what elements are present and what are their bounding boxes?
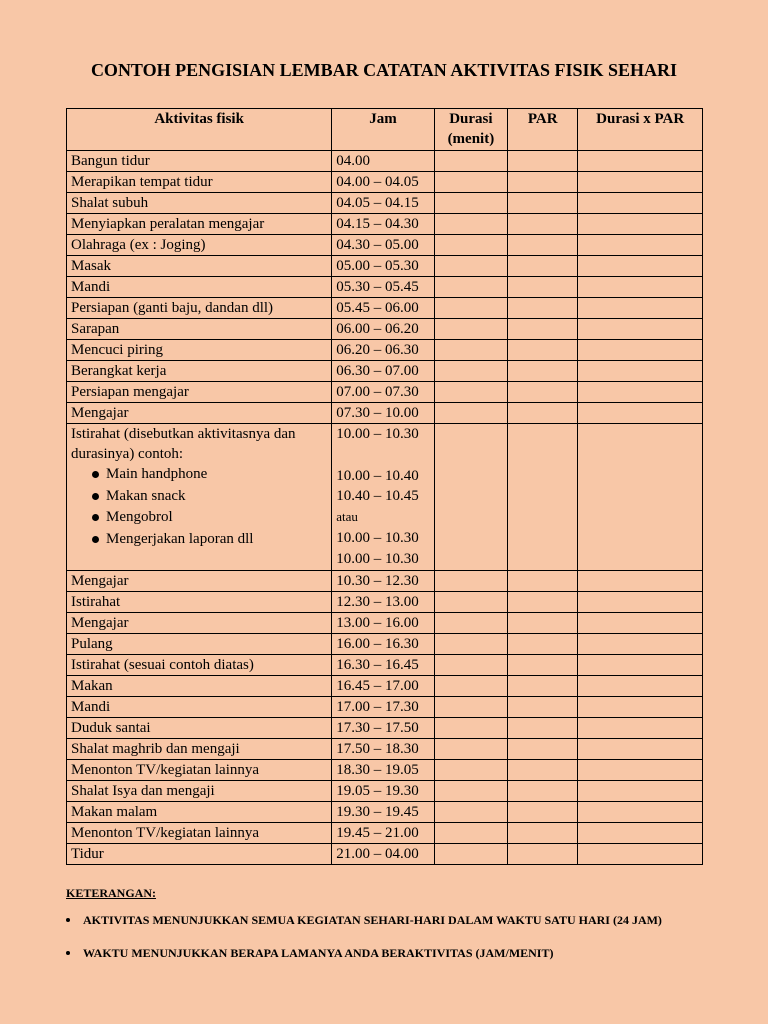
table-row [67, 843, 703, 864]
table-row [67, 319, 703, 340]
durasi-cell [434, 298, 507, 319]
time-cell: 04.00 – 04.05 [332, 172, 434, 193]
time-cell: 04.30 – 05.00 [332, 235, 434, 256]
durasi-par-cell [578, 319, 703, 340]
par-cell [508, 612, 578, 633]
par-cell [508, 696, 578, 717]
activity-cell: Shalat maghrib dan mengaji [67, 738, 332, 759]
header-par: PAR [508, 109, 578, 151]
time-cell: 17.30 – 17.50 [332, 717, 434, 738]
durasi-par-cell [578, 654, 703, 675]
time-cell: 05.45 – 06.00 [332, 298, 434, 319]
activity-cell: Berangkat kerja [67, 361, 332, 382]
table-row [67, 298, 703, 319]
durasi-cell [434, 340, 507, 361]
par-cell [508, 738, 578, 759]
table-row [67, 759, 703, 780]
header-durasi-par: Durasi x PAR [578, 109, 703, 151]
durasi-cell [434, 675, 507, 696]
durasi-par-cell [578, 277, 703, 298]
time-cell: 10.30 – 12.30 [332, 570, 434, 591]
time-cell: 17.50 – 18.30 [332, 738, 434, 759]
durasi-par-cell [578, 256, 703, 277]
par-cell [508, 780, 578, 801]
rest-examples-list [71, 464, 327, 550]
durasi-par-cell [578, 843, 703, 864]
rest-activity-line1: Istirahat (disebutkan aktivitasnya dan [71, 426, 296, 442]
durasi-par-cell [578, 340, 703, 361]
par-cell [508, 235, 578, 256]
par-cell [508, 361, 578, 382]
durasi-par-cell [578, 801, 703, 822]
durasi-par-cell [578, 382, 703, 403]
table-row [67, 801, 703, 822]
time-cell: 04.05 – 04.15 [332, 193, 434, 214]
rest-activity-line2: durasinya) contoh: [71, 446, 184, 462]
par-cell [508, 256, 578, 277]
activity-cell: Pulang [67, 633, 332, 654]
activity-cell: Duduk santai [67, 717, 332, 738]
par-cell [508, 424, 578, 571]
durasi-par-cell [578, 675, 703, 696]
header-aktivitas: Aktivitas fisik [67, 109, 332, 151]
durasi-cell [434, 193, 507, 214]
durasi-par-cell [578, 633, 703, 654]
par-cell [508, 403, 578, 424]
par-cell [508, 172, 578, 193]
durasi-cell [434, 759, 507, 780]
durasi-cell [434, 591, 507, 612]
rest-time-line: 10.00 – 10.30 [336, 426, 419, 442]
durasi-cell [434, 151, 507, 172]
time-cell: 19.05 – 19.30 [332, 780, 434, 801]
table-row [67, 172, 703, 193]
durasi-par-cell [578, 214, 703, 235]
table-row [67, 214, 703, 235]
time-cell: 06.20 – 06.30 [332, 340, 434, 361]
table-row [67, 277, 703, 298]
header-durasi-line1: Durasi [449, 111, 493, 127]
time-cell: 13.00 – 16.00 [332, 612, 434, 633]
activity-cell: Masak [67, 256, 332, 277]
time-cell: 05.00 – 05.30 [332, 256, 434, 277]
par-cell [508, 298, 578, 319]
time-cell: 16.45 – 17.00 [332, 675, 434, 696]
durasi-cell [434, 738, 507, 759]
durasi-par-cell [578, 612, 703, 633]
time-cell [332, 424, 434, 571]
time-cell: 19.30 – 19.45 [332, 801, 434, 822]
activity-cell: Istirahat (sesuai contoh diatas) [67, 654, 332, 675]
activity-cell: Shalat subuh [67, 193, 332, 214]
durasi-par-cell [578, 193, 703, 214]
table-row [67, 235, 703, 256]
activity-cell: Menyiapkan peralatan mengajar [67, 214, 332, 235]
table-row [67, 591, 703, 612]
time-cell: 16.30 – 16.45 [332, 654, 434, 675]
durasi-par-cell [578, 172, 703, 193]
durasi-par-cell [578, 151, 703, 172]
rest-time-line: atau [336, 509, 358, 525]
header-durasi-line2: (menit) [447, 131, 495, 147]
activity-cell: Mencuci piring [67, 340, 332, 361]
durasi-cell [434, 717, 507, 738]
time-cell: 06.00 – 06.20 [332, 319, 434, 340]
durasi-cell [434, 780, 507, 801]
activity-cell: Makan [67, 675, 332, 696]
table-row-rest [67, 424, 703, 571]
activity-cell [67, 424, 332, 571]
durasi-cell [434, 235, 507, 256]
durasi-par-cell [578, 570, 703, 591]
par-cell [508, 193, 578, 214]
time-cell: 07.00 – 07.30 [332, 382, 434, 403]
table-row [67, 403, 703, 424]
rest-time-line: 10.00 – 10.40 [336, 467, 419, 484]
activity-cell: Tidur [67, 843, 332, 864]
par-cell [508, 340, 578, 361]
durasi-cell [434, 843, 507, 864]
durasi-cell [434, 654, 507, 675]
durasi-cell [434, 403, 507, 424]
durasi-cell [434, 612, 507, 633]
durasi-cell [434, 633, 507, 654]
activity-cell: Mengajar [67, 612, 332, 633]
par-cell [508, 277, 578, 298]
time-cell: 16.00 – 16.30 [332, 633, 434, 654]
table-row [67, 151, 703, 172]
table-row [67, 256, 703, 277]
activity-cell: Persiapan (ganti baju, dandan dll) [67, 298, 332, 319]
activity-cell: Olahraga (ex : Joging) [67, 235, 332, 256]
durasi-cell [434, 256, 507, 277]
durasi-cell [434, 570, 507, 591]
time-cell: 06.30 – 07.00 [332, 361, 434, 382]
par-cell [508, 717, 578, 738]
table-row [67, 822, 703, 843]
notes-section [66, 886, 716, 961]
durasi-par-cell [578, 696, 703, 717]
activity-log-table [66, 108, 703, 865]
activity-cell: Sarapan [67, 319, 332, 340]
durasi-par-cell [578, 738, 703, 759]
durasi-par-cell [578, 403, 703, 424]
durasi-cell [434, 801, 507, 822]
header-durasi [434, 109, 507, 151]
durasi-cell [434, 822, 507, 843]
durasi-par-cell [578, 424, 703, 571]
table-row [67, 717, 703, 738]
time-cell: 21.00 – 04.00 [332, 843, 434, 864]
activity-cell: Mengajar [67, 403, 332, 424]
activity-cell: Menonton TV/kegiatan lainnya [67, 822, 332, 843]
durasi-cell [434, 172, 507, 193]
time-cell: 18.30 – 19.05 [332, 759, 434, 780]
activity-cell: Merapikan tempat tidur [67, 172, 332, 193]
par-cell [508, 843, 578, 864]
table-row [67, 361, 703, 382]
time-cell: 07.30 – 10.00 [332, 403, 434, 424]
time-cell: 19.45 – 21.00 [332, 822, 434, 843]
durasi-par-cell [578, 298, 703, 319]
durasi-par-cell [578, 717, 703, 738]
activity-cell: Makan malam [67, 801, 332, 822]
list-item: Main handphone [89, 464, 327, 486]
list-item: Mengobrol [89, 507, 327, 529]
table-row [67, 780, 703, 801]
par-cell [508, 759, 578, 780]
durasi-par-cell [578, 361, 703, 382]
activity-cell: Menonton TV/kegiatan lainnya [67, 759, 332, 780]
note-item: AKTIVITAS MENUNJUKKAN SEMUA KEGIATAN SEHARI-HARI DALAM WAKTU SATU HARI (24 JAM) [66, 913, 716, 928]
par-cell [508, 801, 578, 822]
time-cell: 04.15 – 04.30 [332, 214, 434, 235]
table-row [67, 193, 703, 214]
durasi-cell [434, 319, 507, 340]
page-title: CONTOH PENGISIAN LEMBAR CATATAN AKTIVITAS FISIK SEHARI [90, 60, 678, 80]
durasi-par-cell [578, 235, 703, 256]
par-cell [508, 214, 578, 235]
durasi-par-cell [578, 759, 703, 780]
durasi-cell [434, 424, 507, 571]
table-row [67, 696, 703, 717]
rest-time-line: 10.00 – 10.30 [336, 529, 419, 546]
activity-cell: Persiapan mengajar [67, 382, 332, 403]
table-row [67, 654, 703, 675]
list-item: Makan snack [89, 486, 327, 508]
activity-cell: Mandi [67, 277, 332, 298]
par-cell [508, 151, 578, 172]
table-row [67, 612, 703, 633]
activity-cell: Mandi [67, 696, 332, 717]
durasi-cell [434, 277, 507, 298]
rest-time-line [336, 445, 429, 466]
time-cell: 04.00 [332, 151, 434, 172]
rest-time-line: 10.40 – 10.45 [336, 488, 419, 505]
table-row [67, 340, 703, 361]
rest-time-line: 10.00 – 10.30 [336, 550, 419, 567]
list-item: Mengerjakan laporan dll [89, 529, 327, 551]
par-cell [508, 822, 578, 843]
activity-cell: Shalat Isya dan mengaji [67, 780, 332, 801]
par-cell [508, 319, 578, 340]
table-row [67, 675, 703, 696]
time-cell: 17.00 – 17.30 [332, 696, 434, 717]
durasi-cell [434, 361, 507, 382]
par-cell [508, 654, 578, 675]
time-cell: 05.30 – 05.45 [332, 277, 434, 298]
par-cell [508, 570, 578, 591]
par-cell [508, 633, 578, 654]
activity-cell: Mengajar [67, 570, 332, 591]
table-row [67, 633, 703, 654]
durasi-cell [434, 214, 507, 235]
durasi-par-cell [578, 780, 703, 801]
par-cell [508, 675, 578, 696]
durasi-cell [434, 696, 507, 717]
durasi-cell [434, 382, 507, 403]
par-cell [508, 591, 578, 612]
note-item: WAKTU MENUNJUKKAN BERAPA LAMANYA ANDA BERAKTIVITAS (JAM/MENIT) [66, 946, 716, 961]
activity-cell: Istirahat [67, 591, 332, 612]
activity-cell: Bangun tidur [67, 151, 332, 172]
table-header-row [67, 109, 703, 151]
durasi-par-cell [578, 591, 703, 612]
table-row [67, 738, 703, 759]
table-row [67, 570, 703, 591]
header-jam: Jam [332, 109, 434, 151]
time-cell: 12.30 – 13.00 [332, 591, 434, 612]
par-cell [508, 382, 578, 403]
table-row [67, 382, 703, 403]
notes-heading: KETERANGAN: [66, 886, 157, 900]
durasi-par-cell [578, 822, 703, 843]
